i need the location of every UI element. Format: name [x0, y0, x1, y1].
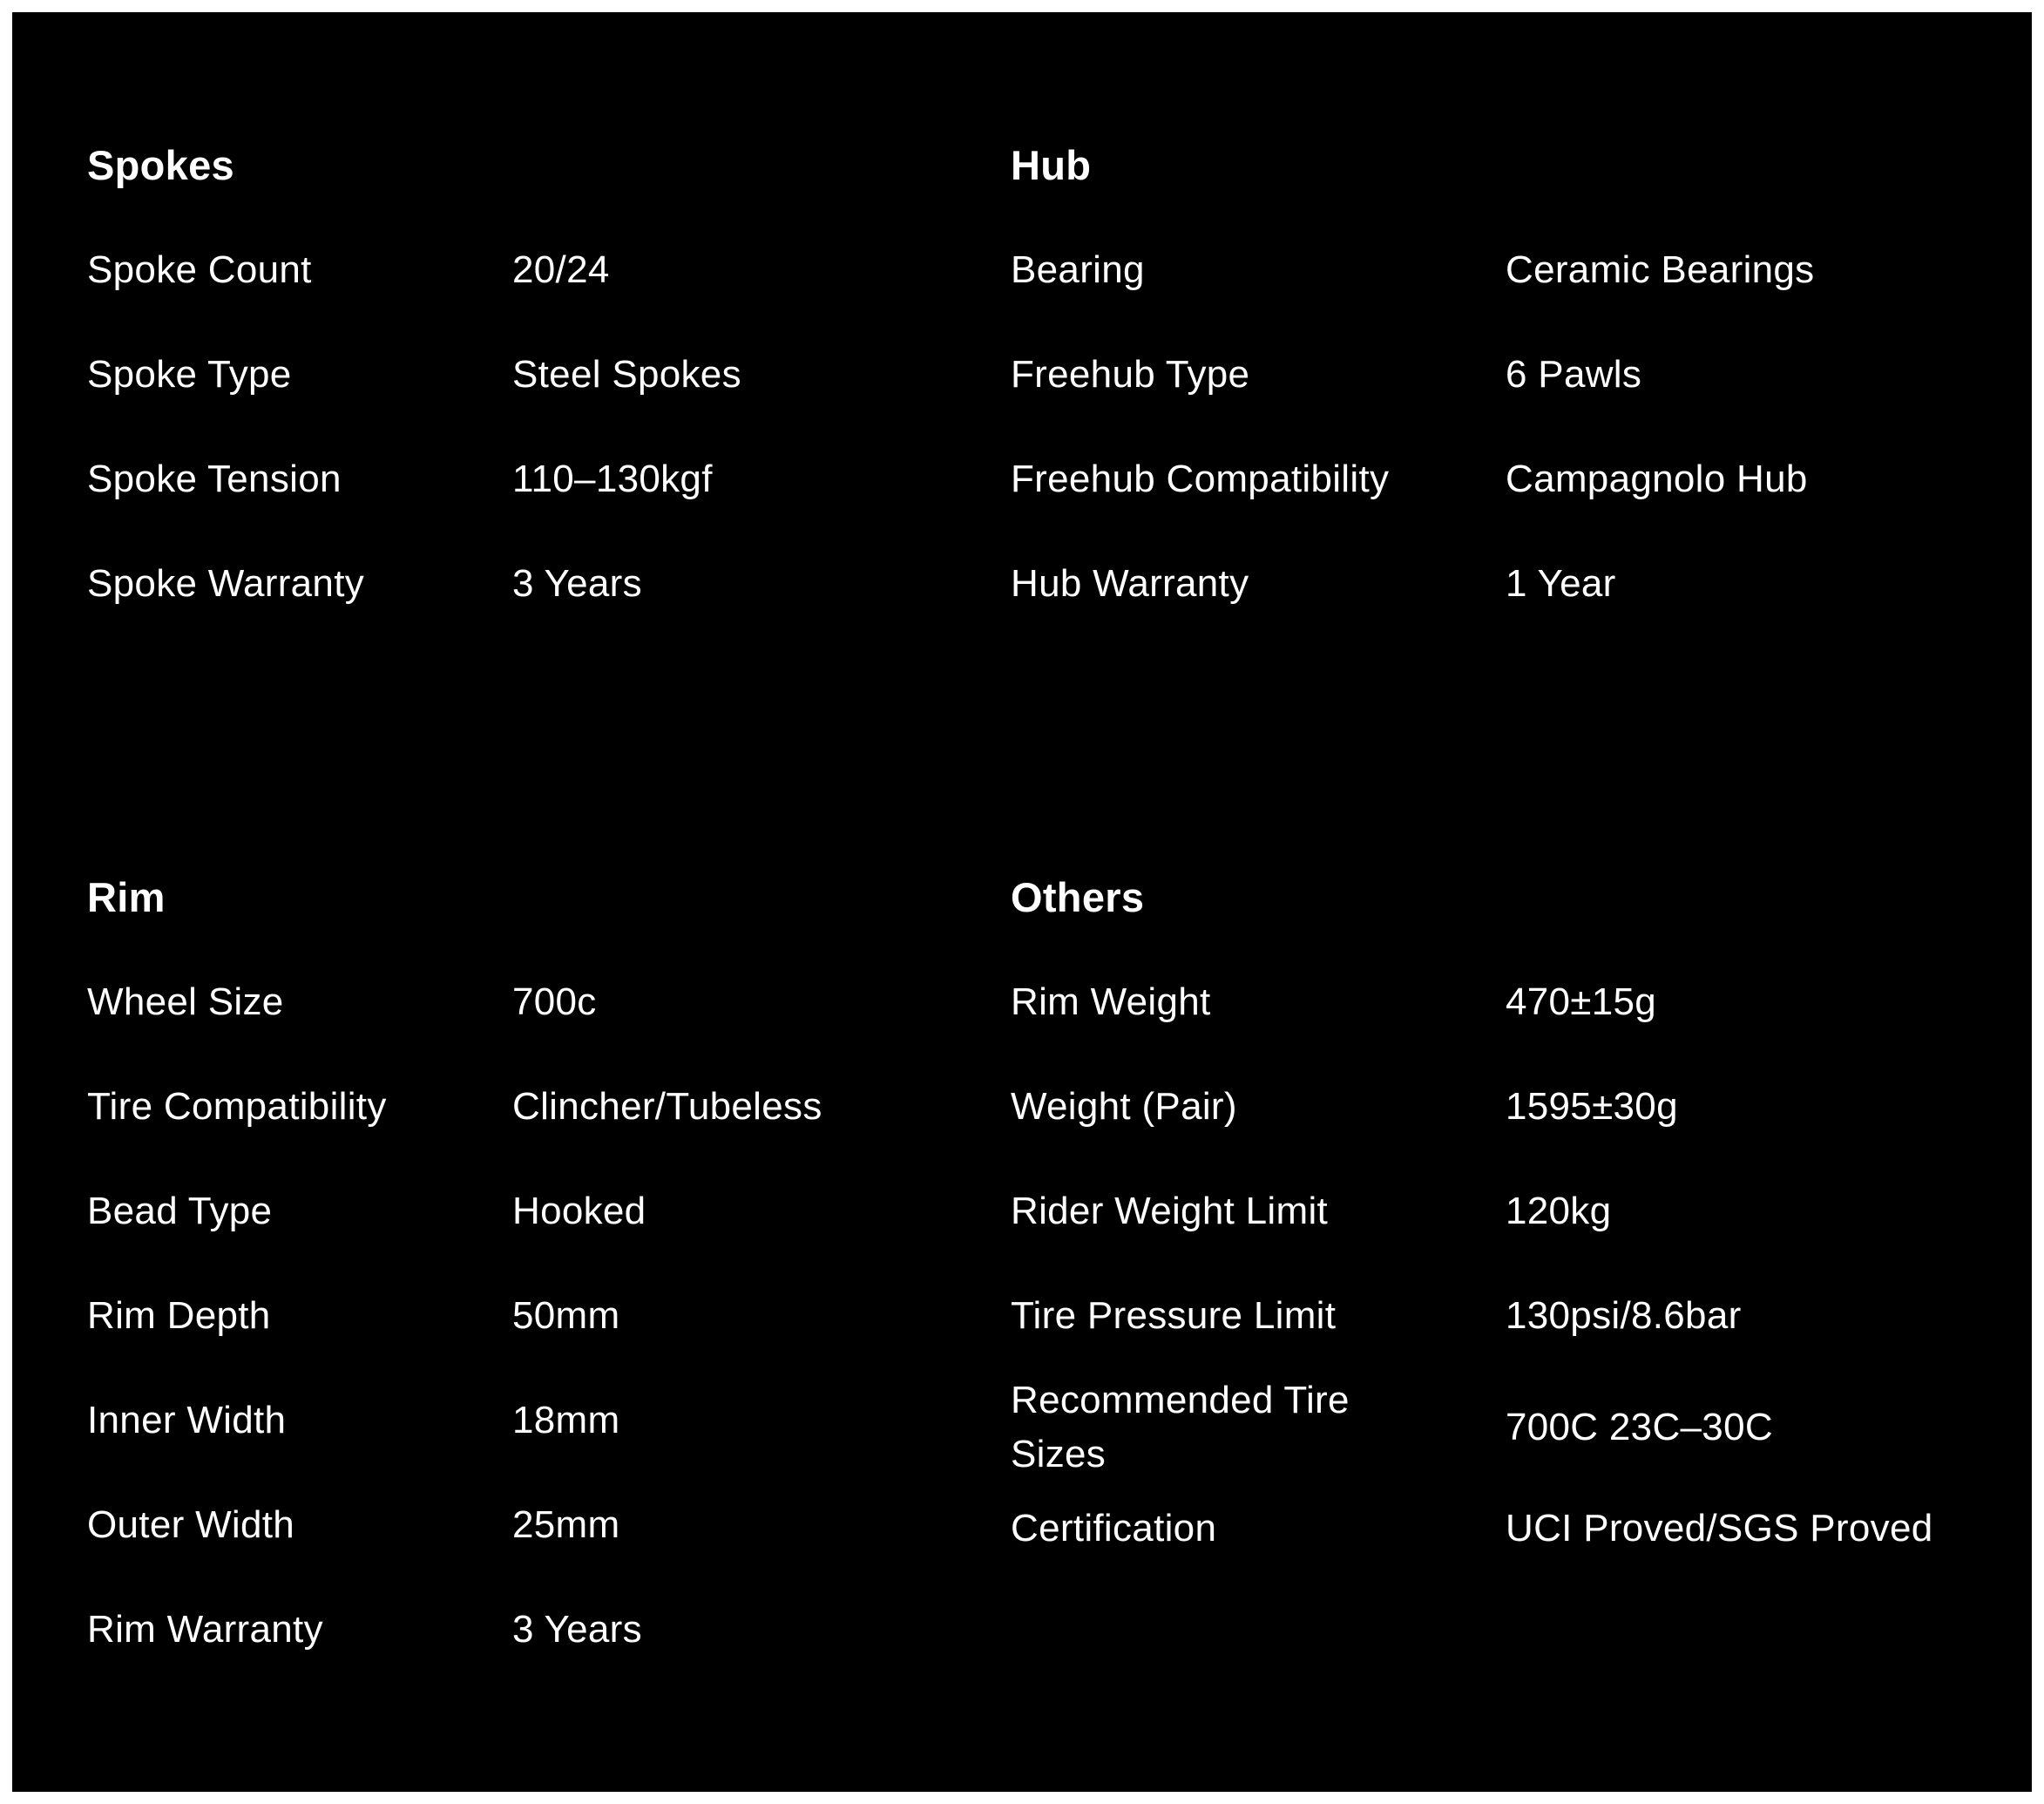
spec-label: Rim Warranty	[87, 1608, 323, 1651]
spec-value: Campagnolo Hub	[1506, 458, 1808, 500]
spec-value: 700C 23C–30C	[1506, 1406, 1773, 1448]
spec-value: 470±15g	[1506, 980, 1657, 1023]
spec-row	[1011, 978, 2013, 1082]
spec-label: Tire Pressure Limit	[1011, 1294, 1337, 1337]
spec-label: Spoke Type	[87, 353, 292, 396]
spec-label: Rim Weight	[1011, 980, 1211, 1023]
spec-row	[87, 350, 967, 455]
spec-row	[1011, 1082, 2013, 1187]
spec-row	[87, 560, 967, 664]
spec-row	[87, 455, 967, 560]
spec-label: Spoke Warranty	[87, 562, 365, 605]
spec-row	[87, 1396, 967, 1501]
spec-label: Rim Depth	[87, 1294, 271, 1337]
section-hub	[1011, 141, 2013, 664]
spec-row	[1011, 455, 2013, 560]
spec-value: 1595±30g	[1506, 1085, 1678, 1128]
section-title-rim: Rim	[87, 874, 166, 920]
spec-value: 110–130kgf	[512, 458, 713, 500]
spec-value: 50mm	[512, 1294, 620, 1337]
spec-value: 1 Year	[1506, 562, 1616, 605]
spec-row	[87, 1501, 967, 1605]
spec-row	[87, 1292, 967, 1396]
spec-value: 3 Years	[512, 562, 642, 605]
spec-label: Rider Weight Limit	[1011, 1190, 1329, 1232]
spec-row	[1011, 1504, 2013, 1609]
spec-row	[87, 1082, 967, 1187]
spec-value: 130psi/8.6bar	[1506, 1294, 1742, 1337]
spec-label: Inner Width	[87, 1399, 287, 1441]
spec-row	[1011, 560, 2013, 664]
spec-label: Tire Compatibility	[87, 1085, 387, 1128]
spec-row	[1011, 246, 2013, 350]
spec-row	[87, 1187, 967, 1292]
section-title-spokes: Spokes	[87, 142, 234, 188]
spec-label: Recommended Tire Sizes	[1011, 1379, 1350, 1475]
spec-label: Bead Type	[87, 1190, 273, 1232]
spec-label: Freehub Type	[1011, 353, 1250, 396]
spec-value: Ceramic Bearings	[1506, 248, 1815, 291]
section-others	[1011, 873, 2013, 1609]
spec-row	[1011, 1379, 2013, 1504]
section-title-others: Others	[1011, 874, 1145, 920]
spec-value: UCI Proved/SGS Proved	[1506, 1507, 1933, 1550]
spec-label: Hub Warranty	[1011, 562, 1249, 605]
spec-row	[87, 246, 967, 350]
spec-value: 20/24	[512, 248, 610, 291]
spec-value: 3 Years	[512, 1608, 642, 1651]
spec-label: Freehub Compatibility	[1011, 458, 1390, 500]
spec-label: Wheel Size	[87, 980, 284, 1023]
spec-value: Clincher/Tubeless	[512, 1085, 822, 1128]
spec-label: Spoke Count	[87, 248, 312, 291]
spec-value: 25mm	[512, 1503, 620, 1546]
spec-value: 120kg	[1506, 1190, 1612, 1232]
spec-value: Steel Spokes	[512, 353, 741, 396]
section-rim	[87, 873, 967, 1710]
spec-row	[87, 978, 967, 1082]
spec-row	[87, 1605, 967, 1710]
spec-label: Bearing	[1011, 248, 1145, 291]
spec-value: 700c	[512, 980, 597, 1023]
spec-label: Certification	[1011, 1507, 1217, 1550]
spec-row	[1011, 350, 2013, 455]
spec-label: Weight (Pair)	[1011, 1085, 1237, 1128]
spec-value: 18mm	[512, 1399, 620, 1441]
spec-row	[1011, 1187, 2013, 1292]
section-spokes	[87, 141, 967, 664]
section-title-hub: Hub	[1011, 142, 1092, 188]
spec-value: Hooked	[512, 1190, 646, 1232]
spec-value: 6 Pawls	[1506, 353, 1642, 396]
spec-label: Outer Width	[87, 1503, 295, 1546]
spec-label: Spoke Tension	[87, 458, 342, 500]
